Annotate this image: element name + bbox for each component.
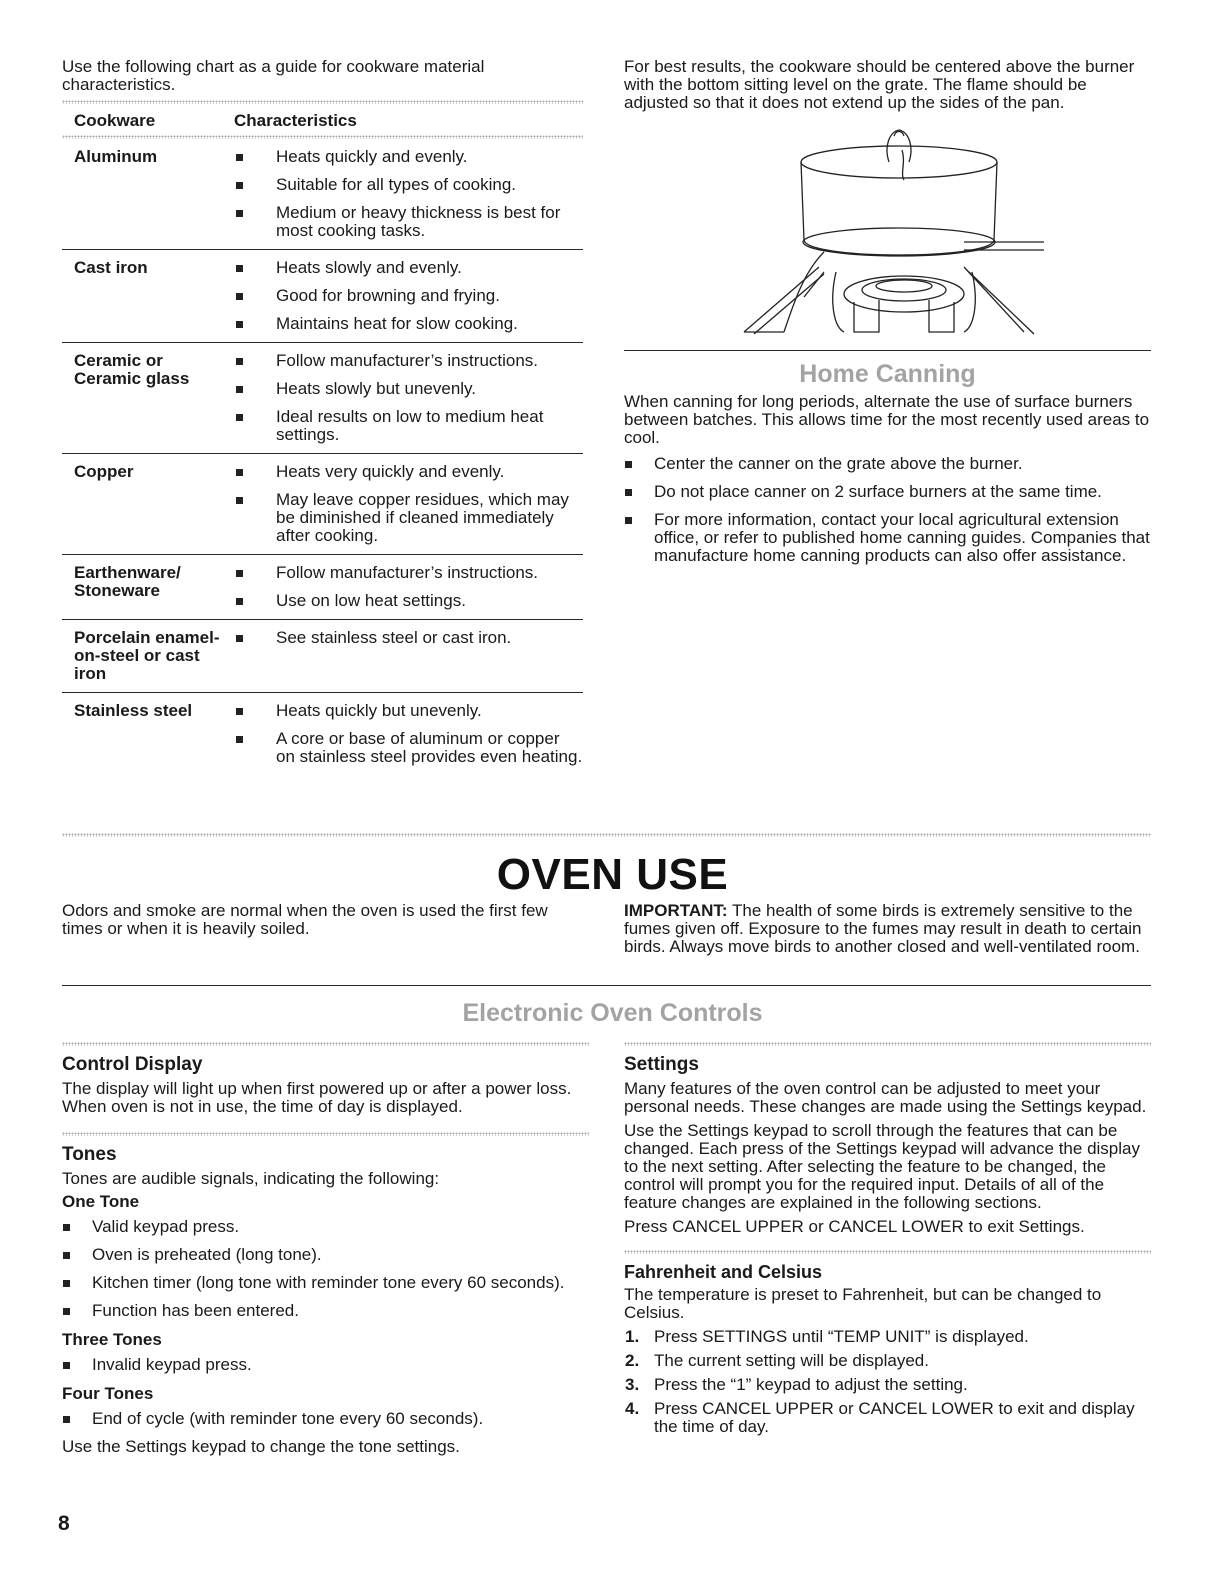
step-number: 1. [625,1327,640,1346]
control-display-text: The display will light up when first powered up or after a power loss. When oven is not in use, the time of day is displayed. [62,1079,572,1116]
cookware-intro: Use the following chart as a guide for cookware material characteristics. [62,57,485,94]
list-item: Valid keypad press. [62,1218,589,1236]
tones-heading: Tones [62,1144,117,1165]
characteristic-item: Heats slowly and evenly. [226,259,583,277]
characteristic-item: May leave copper residues, which may be diminished if cleaned immediately after cooking. [226,491,583,545]
one-tone-heading: One Tone [62,1192,140,1211]
cookware-row [62,620,583,692]
cookware-name: Earthenware/ Stoneware [74,563,181,600]
cookware-section [62,58,583,775]
divider [62,1132,589,1136]
cookware-table [62,139,583,775]
cookware-row [62,555,583,619]
list-item: Center the canner on the grate above the burner. [624,455,1151,473]
page-number: 8 [58,1512,70,1535]
oven-use-important-text [624,902,1151,956]
settings-p3: Press CANCEL UPPER or CANCEL LOWER to exit Settings. [624,1217,1085,1236]
four-tones-list [62,1410,589,1428]
list-item: End of cycle (with reminder tone every 60 seconds). [62,1410,589,1428]
cookware-name: Aluminum [74,147,158,166]
characteristic-item: Medium or heavy thickness is best for most cooking tasks. [226,204,583,240]
centering-text: For best results, the cookware should be centered above the burner with the bottom sitting level on the grate. The flame should be adjusted so that it does not extend up the sides of the pan. [624,57,1135,112]
control-display-heading: Control Display [62,1054,203,1075]
home-canning-intro: When canning for long periods, alternate the use of surface burners between batches. This allows time for the most recently used areas to cool. [624,392,1150,447]
fahrenheit-celsius-heading: Fahrenheit and Celsius [624,1262,823,1282]
divider [62,100,583,104]
fahrenheit-intro: The temperature is preset to Fahrenheit, but can be changed to Celsius. [624,1285,1102,1322]
cookware-name: Copper [74,462,134,481]
characteristic-item: See stainless steel or cast iron. [226,629,583,647]
home-canning-title: Home Canning [799,360,976,388]
header-cookware: Cookware [74,111,156,130]
tones-footer: Use the Settings keypad to change the tone settings. [62,1437,460,1456]
characteristic-item: Good for browning and frying. [226,287,583,305]
important-body: The health of some birds is extremely sensitive to the fumes given off. Exposure to the fumes may result in death to certain birds. Always move birds to another closed and well-ventilated room. [624,901,1142,956]
settings-heading: Settings [624,1054,699,1075]
cookware-row [62,693,583,775]
characteristic-item: Heats slowly but unevenly. [226,380,583,398]
one-tone-list [62,1218,589,1320]
controls-left-column [62,1042,589,1456]
step-item [624,1376,1151,1394]
step-number: 2. [625,1351,640,1370]
divider [624,1042,1151,1046]
divider [62,1042,589,1046]
controls-right-column [624,1042,1151,1442]
three-tones-list [62,1356,589,1374]
right-column [624,58,1151,575]
pot-on-burner-illustration [724,122,1054,342]
list-item: Kitchen timer (long tone with reminder tone every 60 seconds). [62,1274,589,1292]
home-canning-list [624,455,1151,565]
characteristic-item: Use on low heat settings. [226,592,583,610]
list-item: Oven is preheated (long tone). [62,1246,589,1264]
characteristics-list [226,629,583,683]
step-item [624,1352,1151,1370]
characteristic-item: Follow manufacturer’s instructions. [226,564,583,582]
list-item: Do not place canner on 2 surface burners at the same time. [624,483,1151,501]
three-tones-heading: Three Tones [62,1330,162,1349]
list-item: Function has been entered. [62,1302,589,1320]
cookware-row [62,454,583,554]
step-text: Press CANCEL UPPER or CANCEL LOWER to exit and display the time of day. [654,1399,1135,1436]
step-item [624,1400,1151,1436]
oven-use-title: OVEN USE [496,850,729,899]
fahrenheit-steps [624,1328,1151,1436]
list-item: Invalid keypad press. [62,1356,589,1374]
characteristic-item: Suitable for all types of cooking. [226,176,583,194]
characteristics-list [226,463,583,545]
characteristic-item: Heats quickly and evenly. [226,148,583,166]
divider [624,1250,1151,1254]
step-number: 3. [625,1375,640,1394]
characteristic-item: Maintains heat for slow cooking. [226,315,583,333]
cookware-table-header [62,108,583,133]
settings-p1: Many features of the oven control can be adjusted to meet your personal needs. These changes are made using the Settings keypad. [624,1079,1147,1116]
important-label: IMPORTANT: [624,901,728,920]
header-characteristics: Characteristics [234,111,357,130]
cookware-name: Ceramic or Ceramic glass [74,351,190,388]
step-number: 4. [625,1399,640,1418]
characteristics-list [226,148,583,240]
cookware-name: Porcelain enamel-on-steel or cast iron [74,628,220,683]
divider [62,985,1151,986]
cookware-row [62,343,583,453]
tones-intro: Tones are audible signals, indicating the following: [62,1169,440,1188]
cookware-name: Cast iron [74,258,148,277]
characteristic-item: Ideal results on low to medium heat settings. [226,408,583,444]
characteristics-list [226,352,583,444]
step-item [624,1328,1151,1346]
characteristics-list [226,702,583,766]
oven-use-odors-text: Odors and smoke are normal when the oven is used the first few times or when it is heavily soiled. [62,901,548,938]
step-text: Press SETTINGS until “TEMP UNIT” is displayed. [654,1327,1029,1346]
characteristics-list [226,259,583,333]
characteristic-item: Follow manufacturer’s instructions. [226,352,583,370]
cookware-name: Stainless steel [74,701,193,720]
cookware-row [62,250,583,342]
step-text: Press the “1” keypad to adjust the setting. [654,1375,968,1394]
list-item: For more information, contact your local agricultural extension office, or refer to published home canning guides. Companies that manufacture home canning products can also offer assistance. [624,511,1151,565]
divider [624,350,1151,351]
step-text: The current setting will be displayed. [654,1351,929,1370]
characteristic-item: Heats quickly but unevenly. [226,702,583,720]
characteristic-item: A core or base of aluminum or copper on stainless steel provides even heating. [226,730,583,766]
four-tones-heading: Four Tones [62,1384,154,1403]
electronic-oven-controls-title: Electronic Oven Controls [462,999,763,1027]
characteristic-item: Heats very quickly and evenly. [226,463,583,481]
divider [62,833,1151,837]
characteristics-list [226,564,583,610]
settings-p2: Use the Settings keypad to scroll through the features that can be changed. Each press of the Settings keypad will advance the display to the next setting. After selecting the feature to be changed, the control will prompt you for the required input. Details of all of the feature changes are explained in the following sections. [624,1121,1140,1212]
cookware-row [62,139,583,249]
